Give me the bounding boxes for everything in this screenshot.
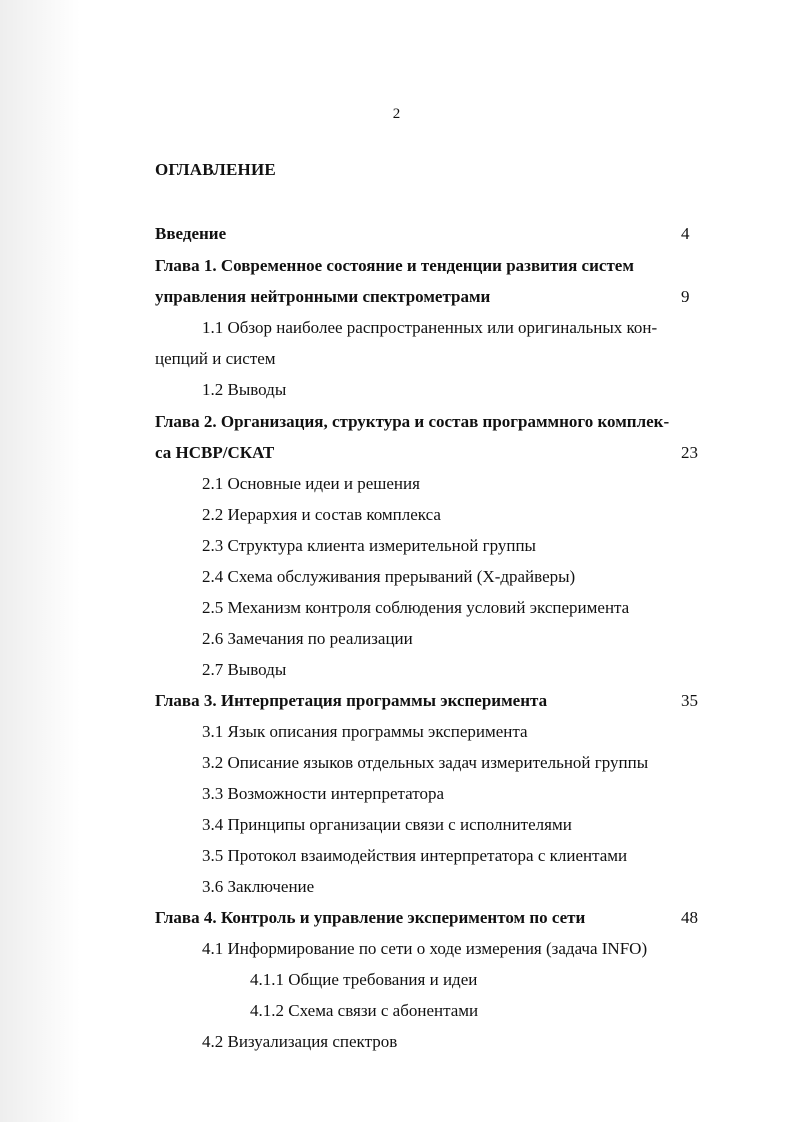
toc-section-3-1[interactable]: 3.1 Язык описания программы эксперимента: [202, 722, 528, 741]
toc-section-2-2[interactable]: 2.2 Иерархия и состав комплекса: [202, 505, 441, 524]
page-number: 2: [392, 106, 401, 122]
toc-chapter-4[interactable]: Глава 4. Контроль и управление экспериментом по сети: [155, 908, 586, 927]
toc-subsection-4-1-2[interactable]: 4.1.2 Схема связи с абонентами: [250, 1001, 479, 1020]
scan-shadow: [0, 0, 80, 1122]
toc-section-2-7[interactable]: 2.7 Выводы: [202, 660, 287, 679]
toc-section-2-6[interactable]: 2.6 Замечания по реализации: [202, 629, 413, 648]
toc-chapter-1-cont[interactable]: управления нейтронными спектрометрами: [155, 287, 491, 306]
toc-chapter-3[interactable]: Глава 3. Интерпретация программы эксперимента: [155, 691, 548, 710]
toc-page-intro: 4: [681, 224, 690, 243]
toc-entry-intro[interactable]: Введение: [155, 224, 227, 243]
toc-page-chapter-4: 48: [681, 908, 698, 927]
toc-section-2-4[interactable]: 2.4 Схема обслуживания прерываний (X-драйверы): [202, 567, 576, 586]
toc-title: ОГЛАВЛЕНИЕ: [155, 160, 276, 179]
toc-section-3-5[interactable]: 3.5 Протокол взаимодействия интерпретатора с клиентами: [202, 846, 628, 865]
toc-section-4-1[interactable]: 4.1 Информирование по сети о ходе измерения (задача INFO): [202, 939, 648, 958]
toc-section-2-1[interactable]: 2.1 Основные идеи и решения: [202, 474, 420, 493]
toc-subsection-4-1-1[interactable]: 4.1.1 Общие требования и идеи: [250, 970, 478, 989]
toc-page-chapter-1: 9: [681, 287, 690, 306]
toc-section-3-2[interactable]: 3.2 Описание языков отдельных задач измерительной группы: [202, 753, 649, 772]
toc-section-3-6[interactable]: 3.6 Заключение: [202, 877, 315, 896]
toc-section-1-2[interactable]: 1.2 Выводы: [202, 380, 287, 399]
toc-section-3-3[interactable]: 3.3 Возможности интерпретатора: [202, 784, 445, 803]
toc-chapter-2[interactable]: Глава 2. Организация, структура и состав программного комплек-: [155, 412, 670, 431]
toc-section-1-1[interactable]: 1.1 Обзор наиболее распространенных или оригинальных кон-: [202, 318, 658, 337]
toc-section-2-3[interactable]: 2.3 Структура клиента измерительной группы: [202, 536, 536, 555]
toc-page-chapter-2: 23: [681, 443, 698, 462]
toc-section-2-5[interactable]: 2.5 Механизм контроля соблюдения условий эксперимента: [202, 598, 630, 617]
toc-section-3-4[interactable]: 3.4 Принципы организации связи с исполнителями: [202, 815, 572, 834]
toc-section-4-2[interactable]: 4.2 Визуализация спектров: [202, 1032, 398, 1051]
toc-page-chapter-3: 35: [681, 691, 698, 710]
toc-section-1-1-cont[interactable]: цепций и систем: [155, 349, 276, 368]
toc-chapter-1[interactable]: Глава 1. Современное состояние и тенденции развития систем: [155, 256, 634, 275]
toc-chapter-2-cont[interactable]: са НСВР/СКАТ: [155, 443, 275, 462]
